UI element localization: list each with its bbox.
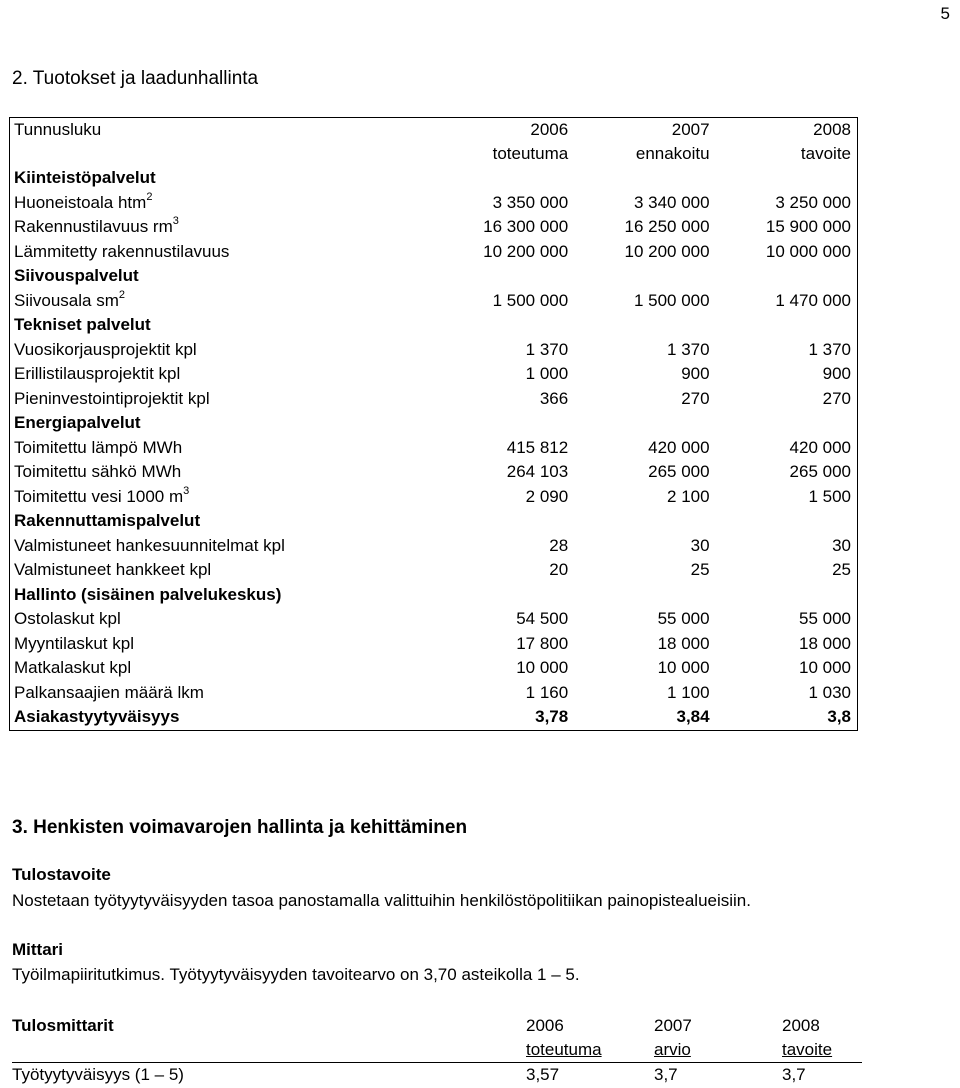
tulosmittarit-sub-2008-text: tavoite bbox=[782, 1040, 833, 1059]
page-number: 5 bbox=[940, 4, 950, 23]
kpi-row-label bbox=[10, 534, 433, 559]
kpi-value-2007: 1 100 bbox=[667, 682, 710, 702]
kpi-row-label-text: Valmistuneet hankkeet kpl bbox=[14, 560, 212, 579]
kpi-row bbox=[10, 607, 858, 632]
kpi-header-label: Tunnusluku bbox=[14, 120, 102, 139]
kpi-row-label-text: Matkalaskut kpl bbox=[14, 658, 132, 677]
kpi-row-label bbox=[10, 632, 433, 657]
kpi-row-label bbox=[10, 509, 433, 534]
kpi-value-2008: 18 000 bbox=[799, 633, 851, 653]
kpi-value-2008 bbox=[716, 166, 858, 191]
section-title-hr: 3. Henkisten voimavarojen hallinta ja kehittäminen bbox=[12, 817, 468, 838]
kpi-header-year-2008: 2008 bbox=[813, 120, 851, 139]
kpi-value-2008: 900 bbox=[822, 364, 851, 383]
kpi-row-label bbox=[10, 411, 433, 436]
tulosmittarit-row-2007: 3,7 bbox=[654, 1065, 678, 1084]
kpi-row bbox=[10, 338, 858, 363]
kpi-value-2008: 420 000 bbox=[789, 437, 851, 457]
kpi-value-2007: 900 bbox=[681, 364, 710, 383]
kpi-value-2008: 3 250 000 bbox=[775, 192, 851, 212]
kpi-value-2006 bbox=[433, 411, 574, 436]
tulosmittarit-sub-2007 bbox=[654, 1038, 782, 1063]
kpi-row bbox=[10, 632, 858, 657]
kpi-value-2008 bbox=[716, 411, 858, 436]
kpi-row bbox=[10, 485, 858, 510]
kpi-row-label-text: Erillistilausprojektit kpl bbox=[14, 364, 181, 383]
section-title-outputs: 2. Tuotokset ja laadunhallinta bbox=[12, 68, 259, 89]
kpi-row bbox=[10, 362, 858, 387]
kpi-row-label bbox=[10, 436, 433, 461]
kpi-value-2008: 1 500 bbox=[808, 486, 851, 506]
kpi-row bbox=[10, 656, 858, 681]
kpi-row bbox=[10, 436, 858, 461]
tulosmittarit-sub-empty bbox=[12, 1038, 526, 1063]
kpi-value-2007: 265 000 bbox=[648, 462, 710, 481]
kpi-value-2006: 264 103 bbox=[506, 462, 569, 481]
tulosmittarit-year-2006: 2006 bbox=[526, 1016, 564, 1035]
kpi-row bbox=[10, 534, 858, 559]
kpi-value-2006: 1 160 bbox=[525, 682, 569, 702]
kpi-row-label bbox=[10, 191, 433, 216]
kpi-value-2007: 18 000 bbox=[657, 633, 710, 653]
kpi-group-row bbox=[10, 705, 858, 730]
kpi-row-label bbox=[10, 362, 433, 387]
tulosmittarit-row-2008: 3,7 bbox=[782, 1065, 806, 1084]
kpi-value-2007: 10 000 bbox=[657, 658, 710, 677]
tulostavoite-text: Nostetaan työtyytyväisyyden tasoa panostamalla valittuihin henkilöstöpolitiikan painopistealueisiin. bbox=[12, 891, 751, 910]
kpi-value-2008: 30 bbox=[832, 535, 851, 555]
kpi-row-label bbox=[10, 289, 433, 314]
tulosmittarit-sub-2006 bbox=[526, 1038, 654, 1063]
kpi-row-label bbox=[10, 558, 433, 583]
kpi-value-2007: 2 100 bbox=[667, 486, 710, 506]
kpi-value-2008: 10 000 000 bbox=[765, 241, 851, 261]
kpi-row-label-text: Asiakastyytyväisyys bbox=[14, 707, 180, 726]
kpi-header-sub-2006: toteutuma bbox=[492, 144, 569, 163]
kpi-value-2008: 55 000 bbox=[799, 609, 851, 628]
kpi-row-label-text: Huoneistoala htm bbox=[14, 192, 147, 212]
kpi-value-2006 bbox=[433, 166, 574, 191]
kpi-table bbox=[9, 117, 858, 731]
kpi-row-unit-exponent: 3 bbox=[183, 484, 190, 497]
kpi-value-2006: 54 500 bbox=[516, 609, 569, 628]
kpi-row-label bbox=[10, 166, 433, 191]
kpi-value-2008: 270 bbox=[822, 388, 851, 408]
kpi-row-label bbox=[10, 264, 433, 289]
kpi-row-label-text: Energiapalvelut bbox=[14, 413, 141, 432]
kpi-value-2008: 265 000 bbox=[789, 462, 851, 481]
kpi-group-row bbox=[10, 411, 858, 436]
kpi-value-2007 bbox=[574, 583, 715, 608]
tulostavoite-heading: Tulostavoite bbox=[12, 865, 111, 884]
kpi-header-sub-2008: tavoite bbox=[800, 144, 851, 163]
kpi-row bbox=[10, 215, 858, 240]
kpi-group-row bbox=[10, 264, 858, 289]
kpi-value-2008: 3,8 bbox=[827, 707, 851, 726]
mittari-heading: Mittari bbox=[12, 940, 63, 959]
kpi-value-2008 bbox=[716, 313, 858, 338]
tulosmittarit-year-2008: 2008 bbox=[782, 1016, 820, 1035]
kpi-row-label-text: Siivousala sm bbox=[14, 290, 119, 310]
kpi-value-2006 bbox=[433, 509, 574, 534]
kpi-value-2008: 25 bbox=[832, 560, 851, 579]
kpi-value-2007: 25 bbox=[690, 560, 710, 579]
kpi-value-2008: 15 900 000 bbox=[765, 217, 851, 236]
kpi-row bbox=[10, 289, 858, 314]
kpi-value-2006: 2 090 bbox=[525, 486, 569, 506]
kpi-value-2006: 1 500 000 bbox=[492, 290, 569, 310]
kpi-row-label-text: Hallinto (sisäinen palvelukeskus) bbox=[14, 584, 282, 604]
kpi-value-2007: 55 000 bbox=[657, 609, 710, 628]
kpi-row-label bbox=[10, 460, 433, 485]
tulosmittarit-sub-2008 bbox=[782, 1038, 862, 1063]
kpi-header-year-2006: 2006 bbox=[530, 120, 569, 139]
kpi-value-2006 bbox=[433, 264, 574, 289]
kpi-value-2007 bbox=[574, 313, 715, 338]
kpi-value-2007: 3,84 bbox=[676, 707, 710, 726]
kpi-row-label bbox=[10, 705, 433, 730]
kpi-row-label-text: Vuosikorjausprojektit kpl bbox=[14, 339, 197, 359]
kpi-value-2006: 3,78 bbox=[535, 707, 569, 726]
kpi-group-row bbox=[10, 166, 858, 191]
kpi-row-label-text: Pieninvestointiprojektit kpl bbox=[14, 388, 210, 408]
kpi-value-2006: 1 000 bbox=[525, 364, 569, 383]
mittari-text: Työilmapiiritutkimus. Työtyytyväisyyden tavoitearvo on 3,70 asteikolla 1 – 5. bbox=[12, 965, 580, 984]
kpi-value-2006: 16 300 000 bbox=[483, 217, 569, 236]
kpi-value-2008 bbox=[716, 583, 858, 608]
kpi-value-2008: 10 000 bbox=[799, 658, 851, 677]
kpi-value-2006: 1 370 bbox=[525, 339, 569, 359]
kpi-row-label bbox=[10, 215, 433, 240]
kpi-row-label-text: Valmistuneet hankesuunnitelmat kpl bbox=[14, 535, 285, 555]
tulosmittarit-label: Tulosmittarit bbox=[12, 1016, 114, 1035]
kpi-value-2007: 3 340 000 bbox=[633, 192, 710, 212]
tulosmittarit-sub-2007-text: arvio bbox=[654, 1040, 691, 1059]
kpi-value-2007 bbox=[574, 411, 715, 436]
kpi-row-label bbox=[10, 583, 433, 608]
kpi-value-2008: 1 470 000 bbox=[775, 290, 851, 310]
kpi-value-2006: 3 350 000 bbox=[492, 192, 569, 212]
kpi-value-2007: 1 370 bbox=[667, 339, 710, 359]
kpi-value-2006 bbox=[433, 583, 574, 608]
kpi-value-2007 bbox=[574, 166, 715, 191]
kpi-value-2008 bbox=[716, 509, 858, 534]
kpi-value-2006: 28 bbox=[549, 535, 569, 555]
kpi-value-2006: 415 812 bbox=[506, 437, 569, 457]
kpi-row-label-text: Rakennuttamispalvelut bbox=[14, 511, 201, 530]
kpi-value-2006: 366 bbox=[539, 388, 569, 408]
kpi-row-unit-exponent: 3 bbox=[172, 215, 179, 228]
kpi-row-label bbox=[10, 387, 433, 412]
kpi-row-label-text: Kiinteistöpalvelut bbox=[14, 168, 156, 187]
kpi-value-2007: 270 bbox=[681, 388, 710, 408]
kpi-row-label bbox=[10, 313, 433, 338]
kpi-value-2007: 10 200 000 bbox=[624, 241, 710, 261]
kpi-header-empty bbox=[10, 142, 433, 166]
tulosmittarit-row-2006: 3,57 bbox=[526, 1065, 560, 1084]
kpi-row-label-text: Tekniset palvelut bbox=[14, 315, 151, 334]
kpi-row-label bbox=[10, 485, 433, 510]
kpi-value-2006: 17 800 bbox=[516, 633, 569, 653]
kpi-value-2007 bbox=[574, 509, 715, 534]
tulosmittarit-year-2007: 2007 bbox=[654, 1016, 692, 1035]
kpi-value-2007: 420 000 bbox=[648, 437, 710, 457]
kpi-value-2007 bbox=[574, 264, 715, 289]
tulosmittarit-sub-2006-text: toteutuma bbox=[526, 1040, 602, 1059]
kpi-row-label bbox=[10, 338, 433, 363]
kpi-header-year-2007: 2007 bbox=[671, 120, 710, 139]
kpi-row-label bbox=[10, 656, 433, 681]
kpi-group-row bbox=[10, 313, 858, 338]
kpi-row bbox=[10, 681, 858, 706]
tulosmittarit-table bbox=[12, 1014, 862, 1087]
kpi-row-label bbox=[10, 681, 433, 706]
kpi-row-label-text: Toimitettu sähkö MWh bbox=[14, 462, 182, 481]
kpi-row-label-text: Rakennustilavuus rm bbox=[14, 217, 173, 236]
kpi-group-row bbox=[10, 583, 858, 608]
kpi-value-2008: 1 370 bbox=[808, 339, 851, 359]
kpi-value-2007: 1 500 000 bbox=[633, 290, 710, 310]
kpi-value-2007: 30 bbox=[690, 535, 710, 555]
kpi-row bbox=[10, 387, 858, 412]
kpi-row bbox=[10, 191, 858, 216]
kpi-header-sub-2007: ennakoitu bbox=[635, 144, 710, 163]
kpi-value-2006: 10 000 bbox=[516, 658, 569, 677]
kpi-row-unit-exponent: 2 bbox=[118, 288, 125, 301]
kpi-value-2007: 16 250 000 bbox=[624, 217, 710, 236]
kpi-row-label-text: Siivouspalvelut bbox=[14, 266, 139, 285]
kpi-value-2008 bbox=[716, 264, 858, 289]
kpi-row-unit-exponent: 2 bbox=[146, 190, 153, 203]
kpi-row-label-text: Toimitettu vesi 1000 m bbox=[14, 486, 184, 506]
kpi-row-label-text: Lämmitetty rakennustilavuus bbox=[14, 241, 230, 261]
kpi-row-label-text: Toimitettu lämpö MWh bbox=[14, 437, 183, 457]
kpi-row-label bbox=[10, 607, 433, 632]
kpi-row bbox=[10, 240, 858, 265]
kpi-row-label-text: Palkansaajien määrä lkm bbox=[14, 682, 204, 702]
kpi-row bbox=[10, 558, 858, 583]
kpi-value-2006: 20 bbox=[549, 560, 569, 579]
kpi-row bbox=[10, 460, 858, 485]
kpi-row-label-text: Ostolaskut kpl bbox=[14, 609, 121, 628]
kpi-value-2006: 10 200 000 bbox=[483, 241, 569, 261]
kpi-group-row bbox=[10, 509, 858, 534]
kpi-row-label-text: Myyntilaskut kpl bbox=[14, 633, 134, 653]
kpi-table-body bbox=[10, 166, 858, 730]
kpi-value-2006 bbox=[433, 313, 574, 338]
kpi-row-label bbox=[10, 240, 433, 265]
tulosmittarit-row-label: Työtyytyväisyys (1 – 5) bbox=[12, 1065, 184, 1084]
kpi-value-2008: 1 030 bbox=[808, 682, 851, 702]
